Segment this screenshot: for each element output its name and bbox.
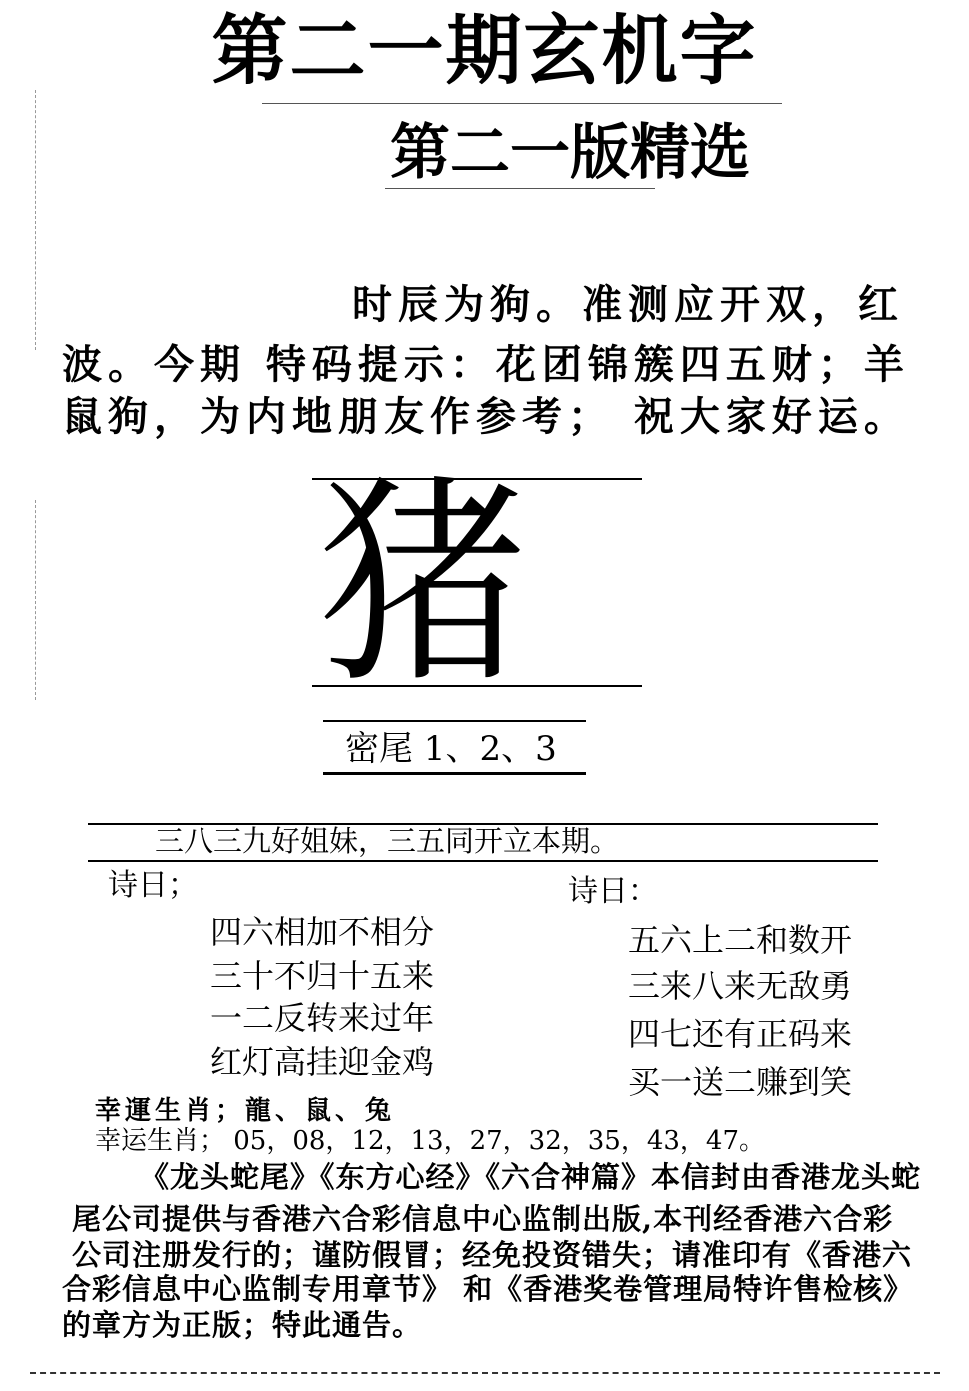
page-bottom-rule bbox=[30, 1372, 940, 1374]
poem-right-line: 五六上二和数开 bbox=[628, 921, 853, 959]
poem-right-line: 三来八来无敌勇 bbox=[628, 967, 853, 1005]
subtitle-underline bbox=[385, 188, 655, 189]
notice-line-3: 公司注册发行的；谨防假冒；经免投资错失；请准印有《香港六 bbox=[72, 1238, 913, 1272]
poem-left-line: 四六相加不相分 bbox=[210, 913, 435, 951]
feature-character: 猪 bbox=[318, 455, 529, 714]
poem-right-heading: 诗日： bbox=[568, 874, 658, 909]
page-title: 第二一期玄机字 bbox=[211, 6, 758, 95]
lucky-zodiac: 幸運生肖；龍、鼠、兔 bbox=[95, 1096, 396, 1126]
page-subtitle: 第二一版精选 bbox=[390, 118, 750, 188]
scan-margin-mark bbox=[35, 90, 36, 350]
poem-left-line: 三十不归十五来 bbox=[210, 957, 435, 995]
notice-line-1: 《龙头蛇尾》《东方心经》《六合神篇》本信封由香港龙头蛇 bbox=[140, 1160, 922, 1194]
title-underline bbox=[262, 103, 782, 104]
poem-right-line: 买一送二赚到笑 bbox=[628, 1063, 853, 1101]
poem-left-heading: 诗日； bbox=[108, 868, 198, 903]
verse-line: 三八三九好姐妹，三五同开立本期。 bbox=[155, 824, 620, 858]
intro-line-1: 时辰为狗。准测应开双，红 bbox=[352, 281, 904, 328]
notice-line-2: 尾公司提供与香港六合彩信息中心监制出版,本刊经香港六合彩 bbox=[72, 1202, 894, 1236]
poem-left-line: 一二反转来过年 bbox=[210, 999, 435, 1037]
poem-right-line: 四七还有正码来 bbox=[628, 1015, 853, 1053]
feature-bottom-rule bbox=[312, 685, 642, 687]
poem-left-line: 红灯高挂迎金鸡 bbox=[210, 1043, 435, 1081]
lucky-numbers: 幸运生肖； 05，08，12，13，27，32，35，43，47。 bbox=[95, 1126, 766, 1156]
tail-number-box: 密尾 1、2、3 bbox=[323, 720, 586, 775]
notice-line-4: 合彩信息中心监制专用章节》 和《香港奖卷管理局特许售检核》 bbox=[62, 1272, 914, 1306]
scan-margin-mark bbox=[35, 500, 36, 700]
intro-line-2: 波。今期 特码提示：花团锦簇四五财；羊 bbox=[62, 341, 910, 388]
notice-line-5: 的章方为正版；特此通告。 bbox=[62, 1308, 423, 1342]
verse-bottom-rule bbox=[88, 860, 878, 862]
intro-line-3: 鼠狗，为内地朋友作参考； 祝大家好运。 bbox=[62, 393, 910, 440]
